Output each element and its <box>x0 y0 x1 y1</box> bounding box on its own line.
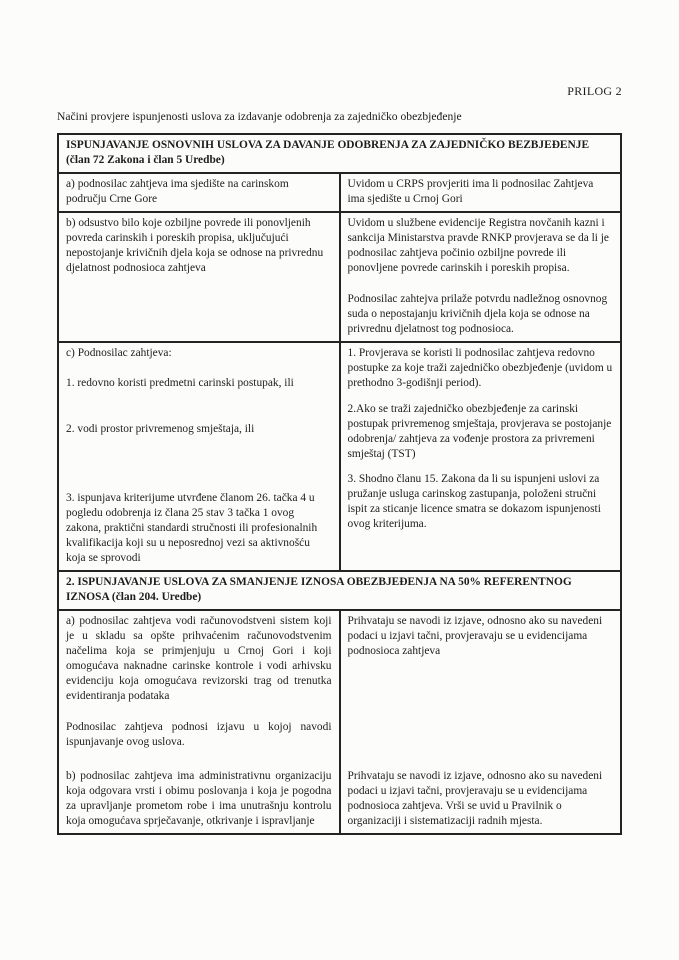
cell-paragraph: c) Podnosilac zahtjeva: <box>66 347 172 359</box>
cell-paragraph: 1. Provjerava se koristi li podnosilac zahtjeva redovno postupke za koje traži zajedničko obezbjeđenje (uvidom u prethodno 3-godišnji period). <box>347 347 613 389</box>
s1-a-verification-cell: Uvidom u CRPS provjeriti ima li podnosilac Zahtjeva ima sjedište u Crnoj Gori <box>340 173 622 212</box>
s2-a-verification-cell: Prihvataju se navodi iz izjave, odnosno ako su navedeni podaci u izjavi tačni, provjeravaju se u evidencijama podnosioca zahtjeva <box>340 610 622 766</box>
section2-row-a <box>58 610 621 766</box>
conditions-table <box>57 133 622 835</box>
section1-header-line2: (član 72 Zakona i član 5 Uredbe) <box>66 154 225 166</box>
section1-row-b <box>58 212 621 342</box>
cell-paragraph: 1. redovno koristi predmetni carinski postupak, ili <box>66 377 294 389</box>
cell-paragraph: 3. Shodno članu 15. Zakona da li su ispunjeni uslovi za pružanje usluga carinskog zastupanja, položeni stručni ispit za sticanje licence smatra se dokazom ispunjenosti ovog kriterijuma. <box>347 473 601 530</box>
section2-row-b <box>58 766 621 834</box>
s1-a-condition-cell: a) podnosilac zahtjeva ima sjedište na carinskom području Crne Gore <box>58 173 340 212</box>
s1-c-condition-cell <box>58 342 340 571</box>
section1-row-c <box>58 342 621 571</box>
s1-c-verification-cell <box>340 342 622 571</box>
cell-paragraph: Podnosilac zahtjeva podnosi izjavu u kojoj navodi ispunjavanje ovog uslova. <box>66 721 332 748</box>
annex-label: PRILOG 2 <box>567 84 622 98</box>
s2-b-condition-cell: b) podnosilac zahtjeva ima administrativnu organizaciju koja odgovara vrsti i obimu poslovanja i koja je pogodna za upravljanje prometom robe i ima unutrašnju kontrolu koja omogućava sprječavanje, otkrivanje i ispravljanje <box>58 766 340 834</box>
cell-paragraph: 2. vodi prostor privremenog smještaja, ili <box>66 423 255 435</box>
s2-b-verification-cell: Prihvataju se navodi iz izjave, odnosno ako su navedeni podaci u izjavi tačni, provjeravaju se u evidencijama podnosioca zahtjeva. Vrši se uvid u Pravilnik o organizaciji i sistematizaciji radnih mjesta. <box>340 766 622 834</box>
section1-header <box>58 134 621 173</box>
cell-paragraph: a) podnosilac zahtjeva vodi računovodstveni sistem koji je u skladu sa opšte prihvaćenim računovodstvenim načelima koja se primjenjuju u Crnoj Gori i koji omogućava naknadne carinske kontrole i vodi arhivsku evidenciju koja omogućava revizorski trag od trenutka evidentiranja podataka <box>66 615 332 702</box>
section1-header-row <box>58 134 621 173</box>
section2-header-row <box>58 571 621 610</box>
section1-header-line1: ISPUNJAVANJE OSNOVNIH USLOVA ZA DAVANJE ODOBRENJA ZA ZAJEDNIČKO BEZBJEĐENJE <box>66 139 590 151</box>
cell-paragraph: 2.Ako se traži zajedničko obezbjeđenje za carinski postupak privremenog smještaja, provjerava se postojanje odobrenja/ zahtjeva za vođenje prostora za privremeni smještaj (TST) <box>347 403 612 460</box>
cell-paragraph: Uvidom u službene evidencije Registra novčanih kazni i sankcija Ministarstva pravde RNKP provjerava se da li je podnosilac zahtjeva počinio ozbiljne povrede ili ponovljene povrede carinskih i poreskih propisa. <box>347 217 609 274</box>
section1-row-a <box>58 173 621 212</box>
section2-header-line1: 2. ISPUNJAVANJE USLOVA ZA SMANJENJE IZNOSA OBEZBJEĐENJA NA 50% REFERENTNOG <box>66 576 572 588</box>
section2-header-line2: IZNOSA (član 204. Uredbe) <box>66 591 202 603</box>
section2-header <box>58 571 621 610</box>
cell-paragraph: Podnosilac zahtejva prilaže potvrdu nadležnog osnovnog suda o nepostajanju krivičnih djela koja se odnose na privrednu djelatnost tog podnosioca. <box>347 293 608 335</box>
s1-b-condition-cell: b) odsustvo bilo koje ozbiljne povrede ili ponovljenih povreda carinskih i poreskih propisa, uključujući nepostojanje krivičnih djela koja se odnose na privrednu djelatnost podnosioca zahtjeva <box>58 212 340 342</box>
cell-paragraph: 3. ispunjava kriterijume utvrđene članom 26. tačka 4 u pogledu odobrenja iz člana 25 stav 3 tačka 1 ovog zakona, praktični standardi stručnosti ili profesionalnih kvalifikacija koji su u neposrednoj vezi sa aktivnošću koja se sprovodi <box>66 492 318 564</box>
s2-a-condition-cell <box>58 610 340 766</box>
intro-text: Načini provjere ispunjenosti uslova za izdavanje odobrenja za zajedničko obezbjeđenje <box>57 110 462 123</box>
s1-b-verification-cell <box>340 212 622 342</box>
